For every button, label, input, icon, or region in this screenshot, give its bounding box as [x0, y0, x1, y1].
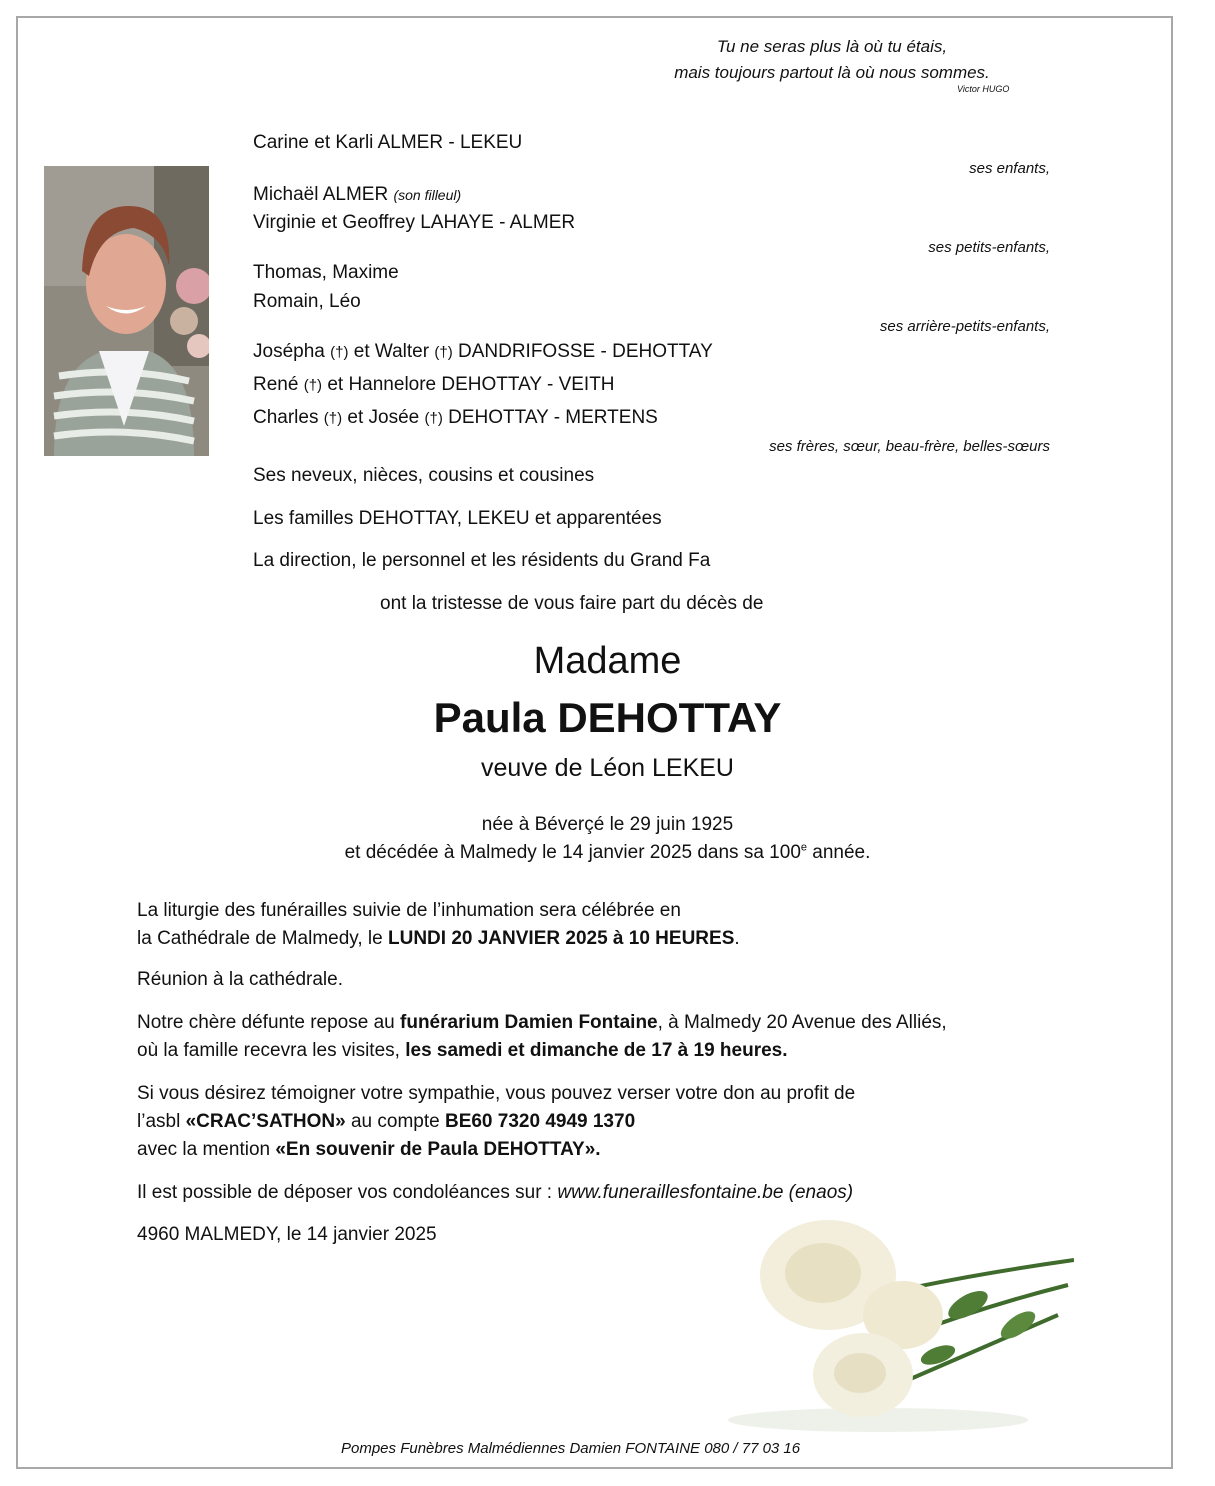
quote-line-2: mais toujours partout là où nous sommes. — [674, 63, 990, 82]
funeral-paragraph-1 — [137, 897, 740, 953]
text: Il est possible de déposer vos condoléances sur : — [137, 1182, 558, 1203]
ordinal-suffix: e — [800, 841, 808, 854]
deceased-widow: veuve de Léon LEKEU — [481, 754, 734, 782]
family-grandchild-1 — [253, 184, 461, 206]
announcement-line: ont la tristesse de vous faire part du décès de — [380, 593, 764, 614]
dagger: (†) — [323, 410, 343, 427]
family-families: Les familles DEHOTTAY, LEKEU et apparentées — [253, 508, 662, 529]
funeral-line: La liturgie des funérailles suivie de l’inhumation sera célébrée en — [137, 900, 681, 921]
funeral-line — [137, 1136, 855, 1164]
text: la Cathédrale de Malmedy, le — [137, 928, 388, 949]
text: au compte — [345, 1111, 445, 1132]
footer-funeral-home: Pompes Funèbres Malmédiennes Damien FONTAINE 080 / 77 03 16 — [341, 1440, 801, 1457]
text: où la famille recevra les visites, — [137, 1040, 406, 1061]
charity-name: «CRAC’SATHON» — [185, 1111, 346, 1132]
death-line — [0, 842, 1215, 864]
funeral-paragraph-5 — [137, 1179, 853, 1207]
sibling-surname: DANDRIFOSSE - DEHOTTAY — [457, 341, 713, 362]
funeral-line: Si vous désirez témoigner votre sympathie, vous pouvez verser votre don au profit de — [137, 1083, 856, 1104]
death-text: et décédée à Malmedy le 14 janvier 2025 dans sa 100 — [344, 842, 801, 863]
grandchild-name: Michaël ALMER — [253, 184, 389, 205]
sibling-name: et Josée — [347, 407, 420, 428]
white-roses-image — [728, 1205, 1074, 1435]
dagger: (†) — [330, 344, 349, 361]
dagger: (†) — [434, 344, 453, 361]
family-sibling-2 — [253, 374, 615, 396]
sibling-surname: DEHOTTAY - MERTENS — [448, 407, 658, 428]
place-date: 4960 MALMEDY, le 14 janvier 2025 — [137, 1224, 437, 1245]
sibling-name: Josépha — [253, 341, 325, 362]
text: , à Malmedy 20 Avenue des Alliés, — [657, 1012, 947, 1033]
text: . — [734, 928, 740, 949]
funeral-paragraph-3 — [137, 1009, 947, 1065]
funeral-line — [137, 1009, 947, 1037]
funerarium-name: funérarium Damien Fontaine — [400, 1012, 658, 1033]
family-children: Carine et Karli ALMER - LEKEU — [253, 132, 523, 153]
funeral-paragraph-2: Réunion à la cathédrale. — [137, 969, 343, 990]
role-children: ses enfants, — [969, 160, 1050, 177]
family-direction: La direction, le personnel et les résidents du Grand Fa — [253, 550, 711, 571]
portrait-photo — [44, 166, 209, 456]
sibling-name: et Hannelore DEHOTTAY - VEITH — [327, 374, 615, 395]
family-nephews: Ses neveux, nièces, cousins et cousines — [253, 465, 595, 486]
funeral-line — [137, 1108, 855, 1136]
dagger: (†) — [424, 410, 443, 427]
family-sibling-3 — [253, 407, 658, 429]
funeral-line — [137, 1037, 947, 1065]
grandchild-note: (son filleul) — [393, 187, 462, 203]
dagger: (†) — [303, 377, 323, 394]
text: avec la mention — [137, 1139, 276, 1160]
death-text-end: année. — [807, 842, 871, 863]
role-great-grandchildren: ses arrière-petits-enfants, — [879, 318, 1050, 335]
family-great-1: Thomas, Maxime — [253, 262, 399, 283]
funeral-line — [137, 925, 740, 953]
birth-line: née à Béverçé le 29 juin 1925 — [481, 814, 734, 835]
text: l’asbl — [137, 1111, 186, 1132]
quote-author: Victor HUGO — [957, 84, 1010, 94]
condolence-link[interactable]: www.funeraillesfontaine.be (enaos) — [557, 1182, 854, 1203]
bank-account: BE60 7320 4949 1370 — [444, 1111, 636, 1132]
donation-mention: «En souvenir de Paula DEHOTTAY». — [275, 1139, 601, 1160]
family-great-2: Romain, Léo — [253, 291, 361, 312]
sibling-name: René — [253, 374, 299, 395]
family-grandchild-2: Virginie et Geoffrey LAHAYE - ALMER — [253, 212, 576, 233]
sibling-name: Charles — [253, 407, 319, 428]
visit-hours: les samedi et dimanche de 17 à 19 heures. — [405, 1040, 788, 1061]
funeral-paragraph-4 — [137, 1080, 855, 1164]
deceased-name: Paula DEHOTTAY — [433, 694, 782, 741]
funeral-date: LUNDI 20 JANVIER 2025 à 10 HEURES — [388, 928, 735, 949]
deceased-title: Madame — [533, 640, 682, 682]
text: Notre chère défunte repose au — [137, 1012, 401, 1033]
role-siblings: ses frères, sœur, beau-frère, belles-sœurs — [769, 438, 1050, 455]
family-sibling-1 — [253, 341, 713, 363]
quote-line-1: Tu ne seras plus là où tu étais, — [716, 37, 948, 56]
sibling-name: et Walter — [353, 341, 430, 362]
role-grandchildren: ses petits-enfants, — [928, 239, 1050, 256]
